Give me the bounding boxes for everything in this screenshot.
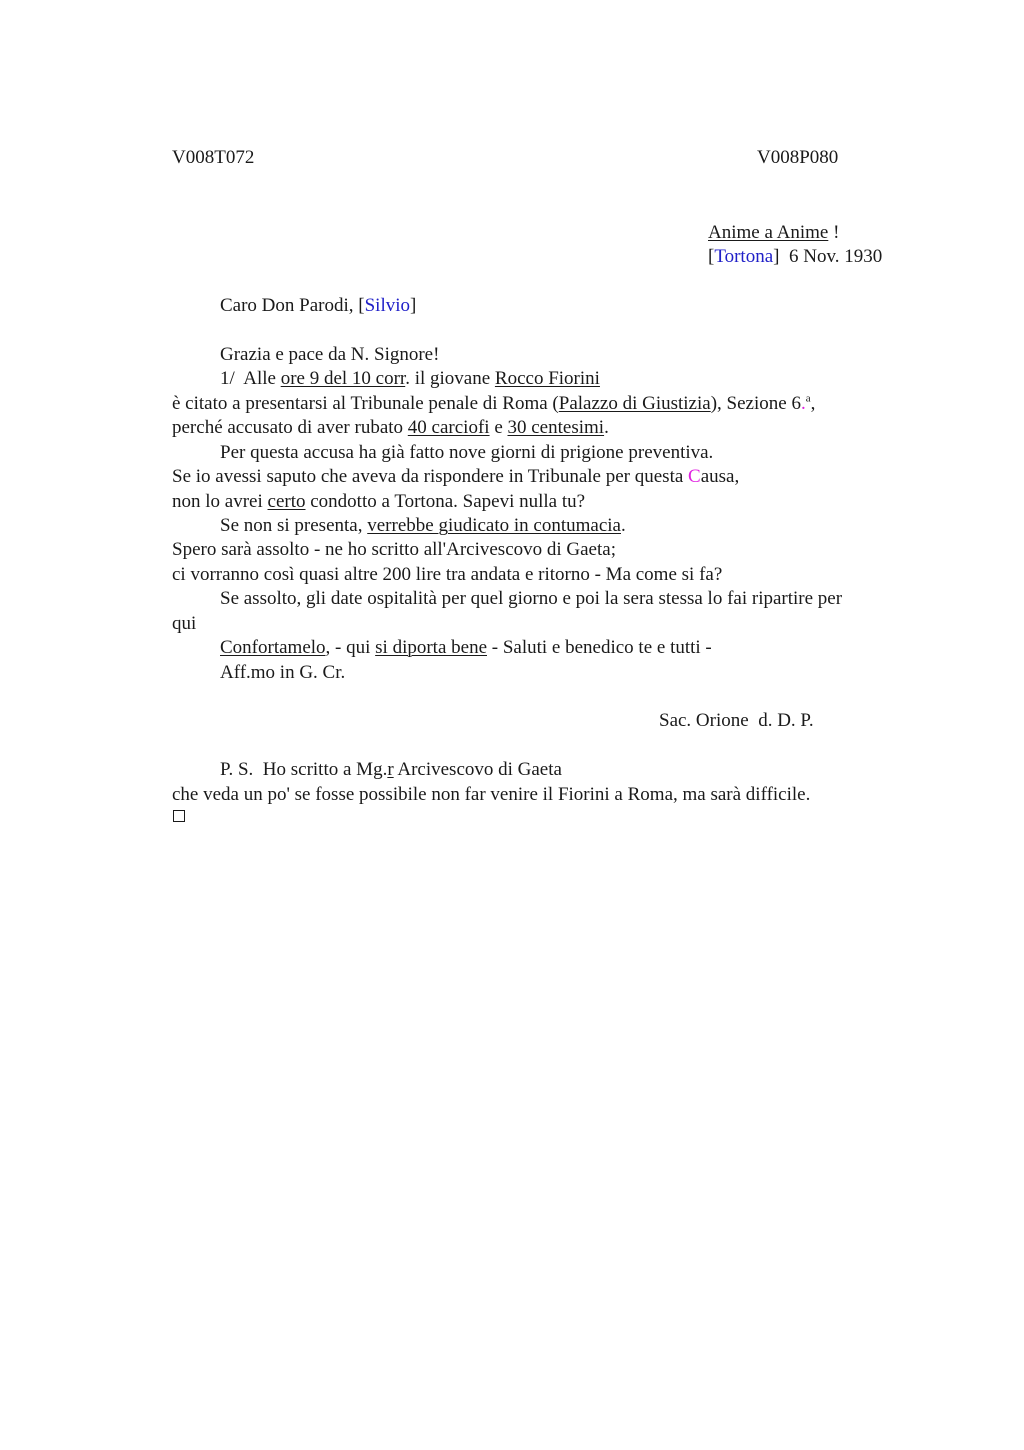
place-bracket-open: [ <box>708 246 715 267</box>
correction-mark: . <box>800 393 806 414</box>
body-line-9: ci vorranno così quasi altre 200 lire tra andata e ritorno - Ma come si fa? <box>172 564 723 585</box>
stolen-amount: 30 centesimi <box>507 417 605 438</box>
emphasis: certo <box>267 491 306 512</box>
text: e <box>489 417 508 438</box>
text: perché accusato di aver rubato <box>172 417 408 438</box>
body-line-8: Spero sarà assolto - ne ho scritto all'Arcivescovo di Gaeta; <box>172 539 616 560</box>
body-line-4: Per questa accusa ha già fatto nove giorni di prigione preventiva. <box>220 442 714 463</box>
name-bracket-open: [ <box>358 295 365 316</box>
letter-date: 6 Nov. 1930 <box>779 246 883 267</box>
appointment-time: ore 9 del 10 corr <box>280 368 406 389</box>
body-line-10: Se assolto, gli date ospitalità per quel giorno e poi la sera stessa lo fai ripartire per <box>220 588 843 609</box>
text: Se non si presenta, <box>220 515 368 536</box>
stolen-item: 40 carciofi <box>407 417 490 438</box>
correction-letter: C <box>688 466 701 487</box>
text: - Saluti e benedico te e tutti - <box>487 637 712 658</box>
signature: Sac. Orione d. D. P. <box>659 710 814 731</box>
place-date-line <box>708 245 882 269</box>
text: ausa, <box>700 466 740 487</box>
recipient-name: Silvio <box>364 295 410 316</box>
motto: Anime a Anime <box>708 222 829 243</box>
place: Tortona <box>714 246 774 267</box>
text: P. S. Ho scritto a Mg. <box>220 759 388 780</box>
motto-tail: ! <box>828 222 840 243</box>
text: condotto a Tortona. Sapevi nulla tu? <box>305 491 586 512</box>
body-line-3 <box>172 416 609 440</box>
text: ), Sezione 6 <box>710 393 801 414</box>
emphasis: Confortamelo <box>220 637 326 658</box>
person-name: Rocco Fiorini <box>494 368 600 389</box>
body-line-1 <box>220 367 600 391</box>
emphasis: verrebbe giudicato in contumacia <box>367 515 621 536</box>
postscript-line-2: che veda un po' se fosse possibile non far venire il Fiorini a Roma, ma sarà difficile. <box>172 784 811 805</box>
place-bracket-close: ] <box>773 246 780 267</box>
closing: Aff.mo in G. Cr. <box>220 662 346 683</box>
text: , <box>810 393 816 414</box>
greeting: Grazia e pace da N. Signore! <box>220 344 440 365</box>
body-line-7 <box>220 514 626 538</box>
end-marker-box-icon <box>173 810 185 822</box>
document-code-right: V008P080 <box>757 147 839 168</box>
text: . <box>621 515 626 536</box>
body-line-5 <box>172 465 739 489</box>
text: . <box>604 417 609 438</box>
name-bracket-close: ] <box>410 295 417 316</box>
text: Arcivescovo di Gaeta <box>393 759 562 780</box>
postscript-line-1 <box>220 758 562 782</box>
body-line-2 <box>172 392 815 416</box>
emphasis: si diporta bene <box>375 637 487 658</box>
document-code-left: V008T072 <box>172 147 255 168</box>
text: . il giovane <box>405 368 495 389</box>
text: , - qui <box>325 637 376 658</box>
body-line-12 <box>220 636 712 660</box>
court-location: Palazzo di Giustizia <box>558 393 711 414</box>
text: 1/ Alle <box>220 368 281 389</box>
ordinal-superscript: a <box>805 392 811 405</box>
body-line-11: qui <box>172 613 197 634</box>
body-line-6 <box>172 490 585 514</box>
salutation <box>220 294 416 318</box>
abbreviation-superscript: r <box>387 759 394 780</box>
text: non lo avrei <box>172 491 268 512</box>
motto-line <box>708 221 839 245</box>
text: è citato a presentarsi al Tribunale penale di Roma ( <box>172 393 559 414</box>
text: Se io avessi saputo che aveva da rispondere in Tribunale per questa <box>172 466 689 487</box>
salutation-text: Caro Don Parodi, <box>220 295 359 316</box>
